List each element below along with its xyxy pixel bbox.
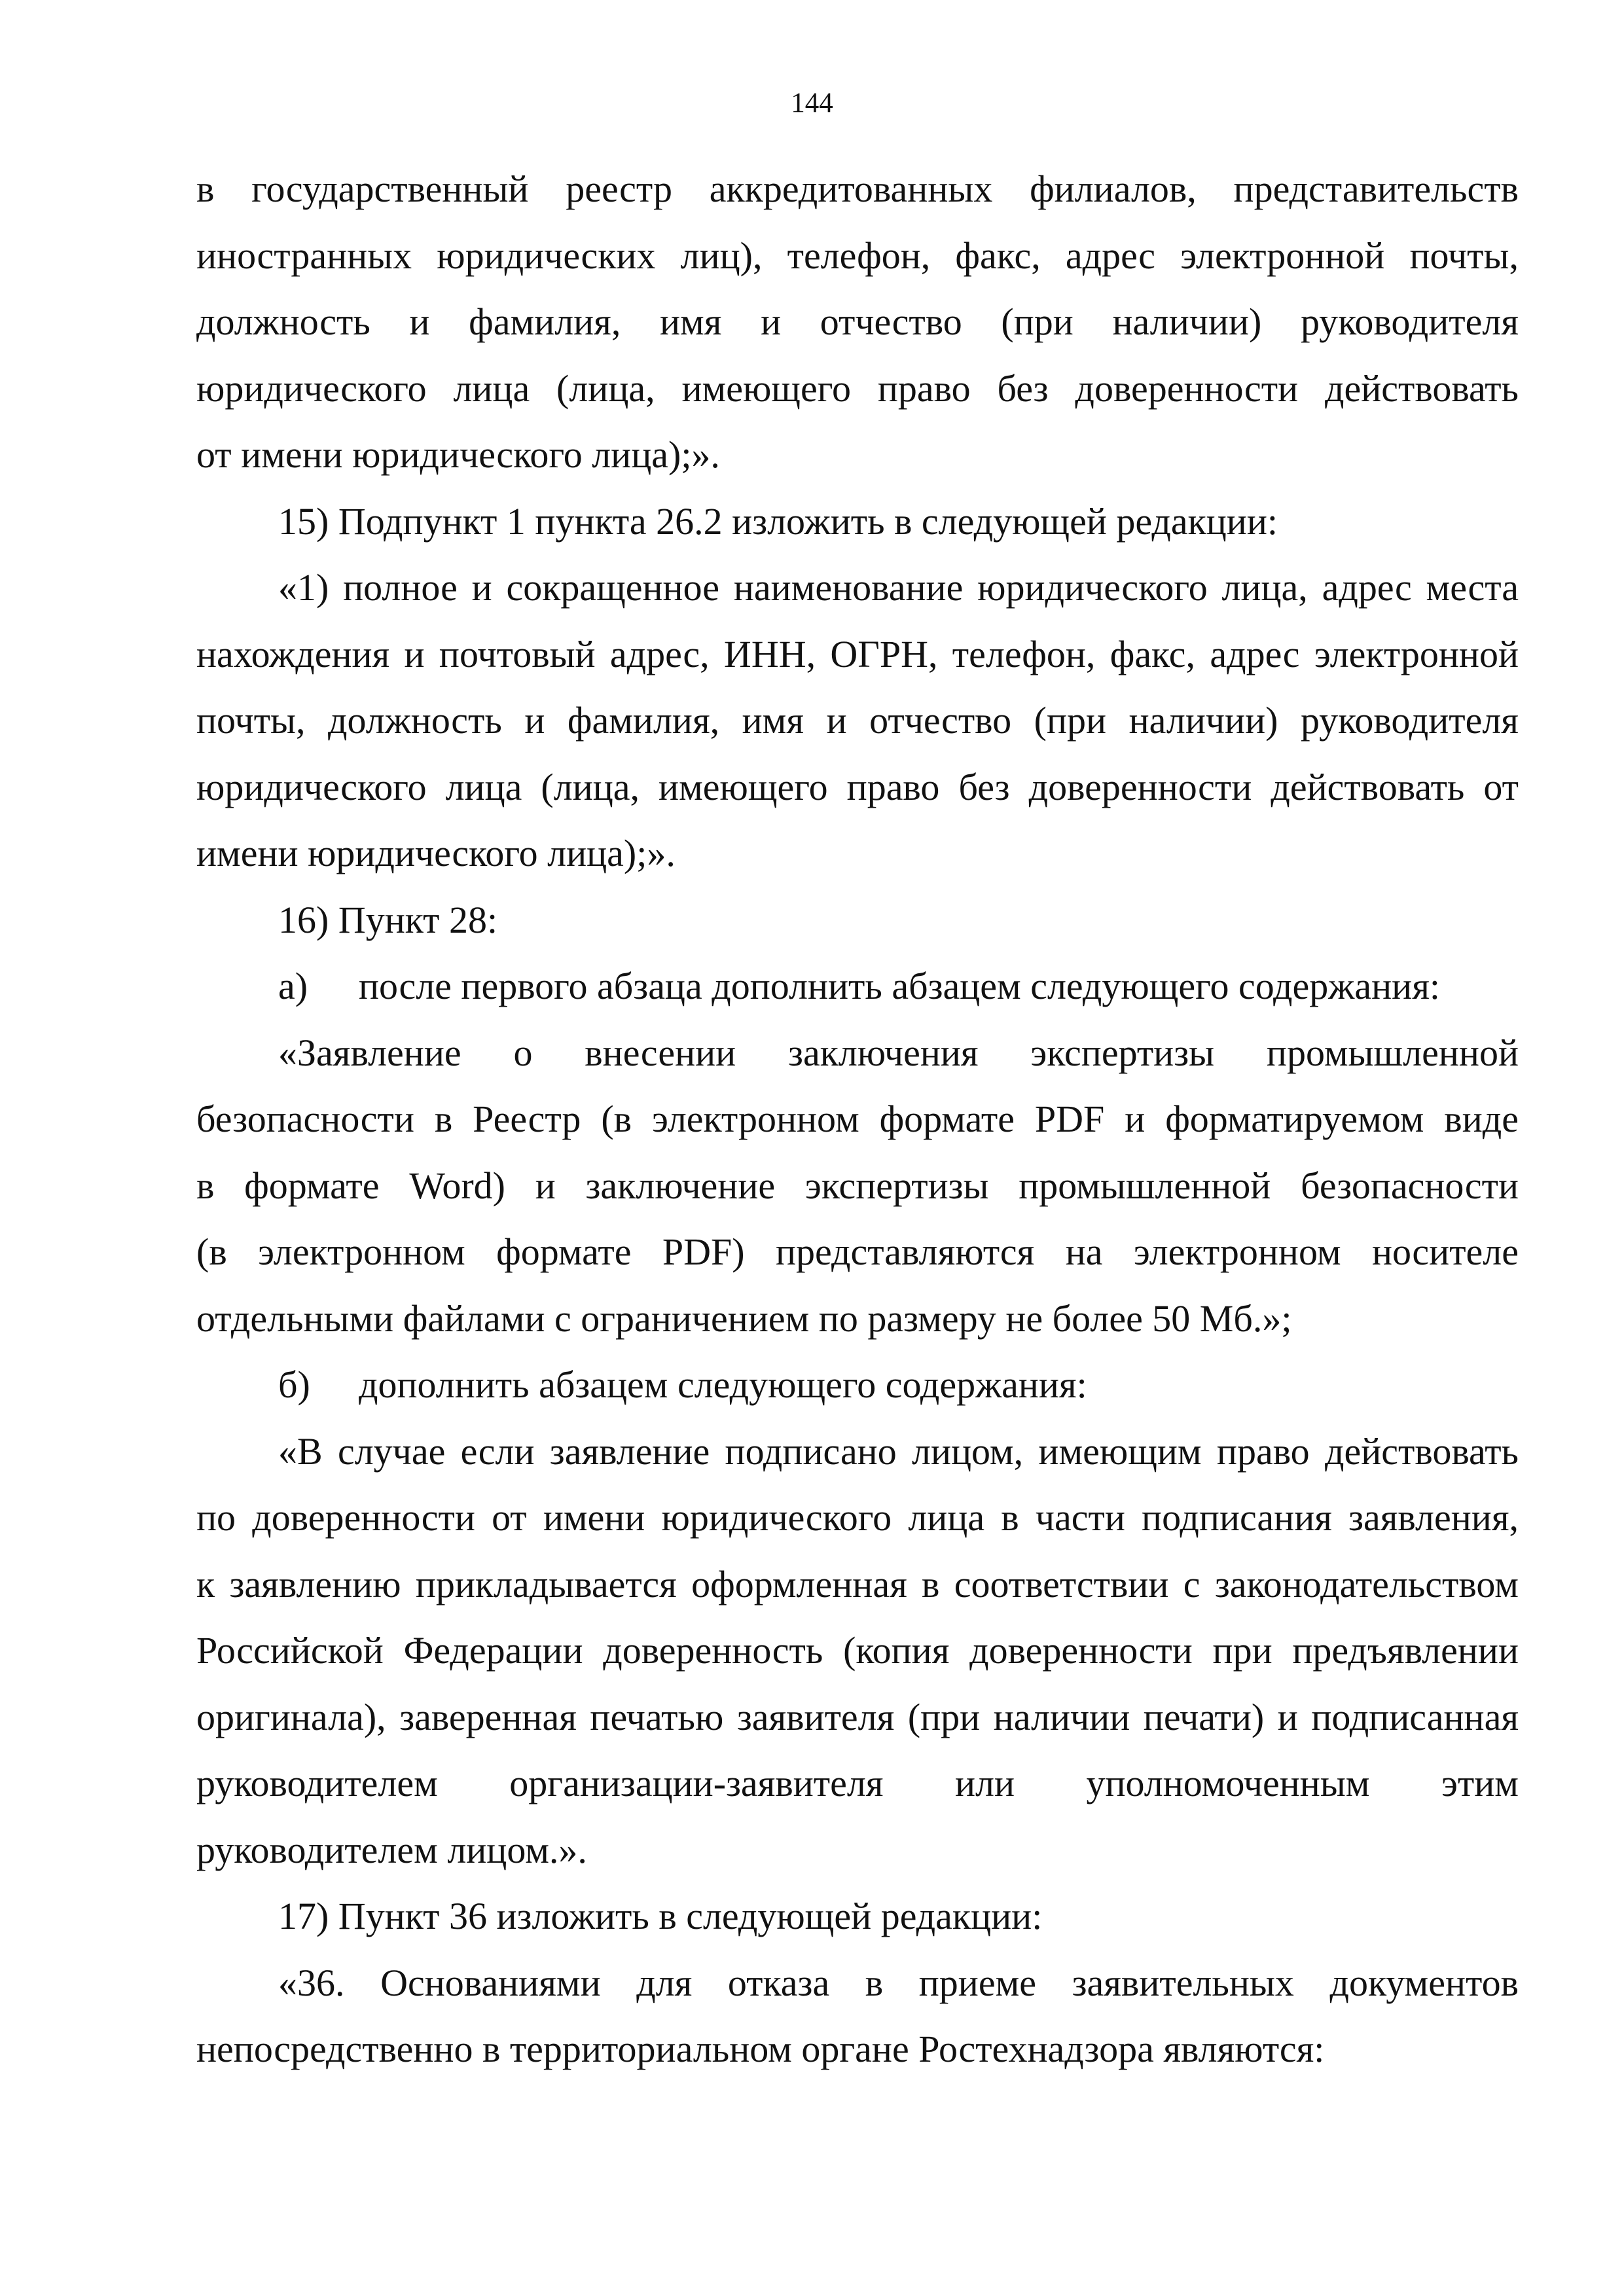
text-line: «Заявление о внесении заключения экспертизы промышленной bbox=[278, 1031, 1519, 1074]
subitem-text: дополнить абзацем следующего содержания: bbox=[359, 1363, 1087, 1406]
text-line: в государственный реестр аккредитованных филиалов, представительств bbox=[196, 168, 1519, 210]
text-line bbox=[196, 1352, 1519, 1418]
text-line: 17) Пункт 36 изложить в следующей редакции: bbox=[278, 1895, 1043, 1937]
subitem-marker: а) bbox=[278, 965, 308, 1007]
paragraph-quote-power-of-attorney bbox=[196, 1418, 1519, 1884]
paragraph-subitem-b bbox=[196, 1352, 1519, 1418]
text-line: почты, должность и фамилия, имя и отчество (при наличии) руководителя bbox=[196, 699, 1519, 742]
paragraph-subitem-a bbox=[196, 953, 1519, 1020]
paragraph-quote-subitem-1 bbox=[196, 554, 1519, 887]
text-line: нахождения и почтовый адрес, ИНН, ОГРН, телефон, факс, адрес электронной bbox=[196, 632, 1519, 675]
paragraph-quote-item-36 bbox=[196, 1950, 1519, 2083]
text-line: к заявлению прикладывается оформленная в соответствии с законодательством bbox=[196, 1562, 1519, 1605]
text-line: безопасности в Реестр (в электронном формате PDF и форматируемом виде bbox=[196, 1098, 1519, 1140]
paragraph-item-15 bbox=[196, 488, 1519, 555]
text-line bbox=[196, 953, 1519, 1020]
text-line: от имени юридического лица);». bbox=[196, 433, 720, 476]
text-line: юридического лица (лица, имеющего право без доверенности действовать bbox=[196, 367, 1519, 410]
text-line: руководителем организации-заявителя или уполномоченным этим bbox=[196, 1762, 1519, 1804]
text-line: Российской Федерации доверенность (копия доверенности при предъявлении bbox=[196, 1629, 1519, 1672]
text-line: имени юридического лица);». bbox=[196, 832, 676, 874]
text-line: 16) Пункт 28: bbox=[278, 898, 498, 941]
text-line: 15) Подпункт 1 пункта 26.2 изложить в следующей редакции: bbox=[278, 499, 1278, 543]
text-line: «36. Основаниями для отказа в приеме заявительных документов bbox=[278, 1961, 1519, 2004]
paragraph-continuation bbox=[196, 156, 1519, 488]
text-line: иностранных юридических лиц), телефон, факс, адрес электронной почты, bbox=[196, 234, 1519, 277]
paragraph-item-17 bbox=[196, 1883, 1519, 1950]
text-line: по доверенности от имени юридического лица в части подписания заявления, bbox=[196, 1496, 1519, 1539]
text-line: непосредственно в территориальном органе Ростехнадзора являются: bbox=[196, 2028, 1325, 2070]
text-line: «1) полное и сокращенное наименование юридического лица, адрес места bbox=[278, 566, 1519, 609]
page-number: 144 bbox=[791, 88, 833, 118]
subitem-text: после первого абзаца дополнить абзацем следующего содержания: bbox=[359, 965, 1440, 1007]
text-line: руководителем лицом.». bbox=[196, 1828, 587, 1871]
text-line: должность и фамилия, имя и отчество (при наличии) руководителя bbox=[196, 300, 1519, 343]
text-line: (в электронном формате PDF) представляются на электронном носителе bbox=[196, 1230, 1519, 1273]
text-line: оригинала), заверенная печатью заявителя (при наличии печати) и подписанная bbox=[196, 1695, 1519, 1738]
text-line: «В случае если заявление подписано лицом, имеющим право действовать bbox=[278, 1429, 1519, 1473]
text-line: юридического лица (лица, имеющего право без доверенности действовать от bbox=[196, 765, 1519, 808]
paragraph-item-16 bbox=[196, 887, 1519, 954]
paragraph-quote-application bbox=[196, 1020, 1519, 1352]
subitem-marker: б) bbox=[278, 1363, 310, 1406]
text-line: в формате Word) и заключение экспертизы промышленной безопасности bbox=[196, 1164, 1519, 1207]
text-line: отдельными файлами с ограничением по размеру не более 50 Мб.»; bbox=[196, 1297, 1292, 1340]
document-body bbox=[196, 156, 1519, 2083]
